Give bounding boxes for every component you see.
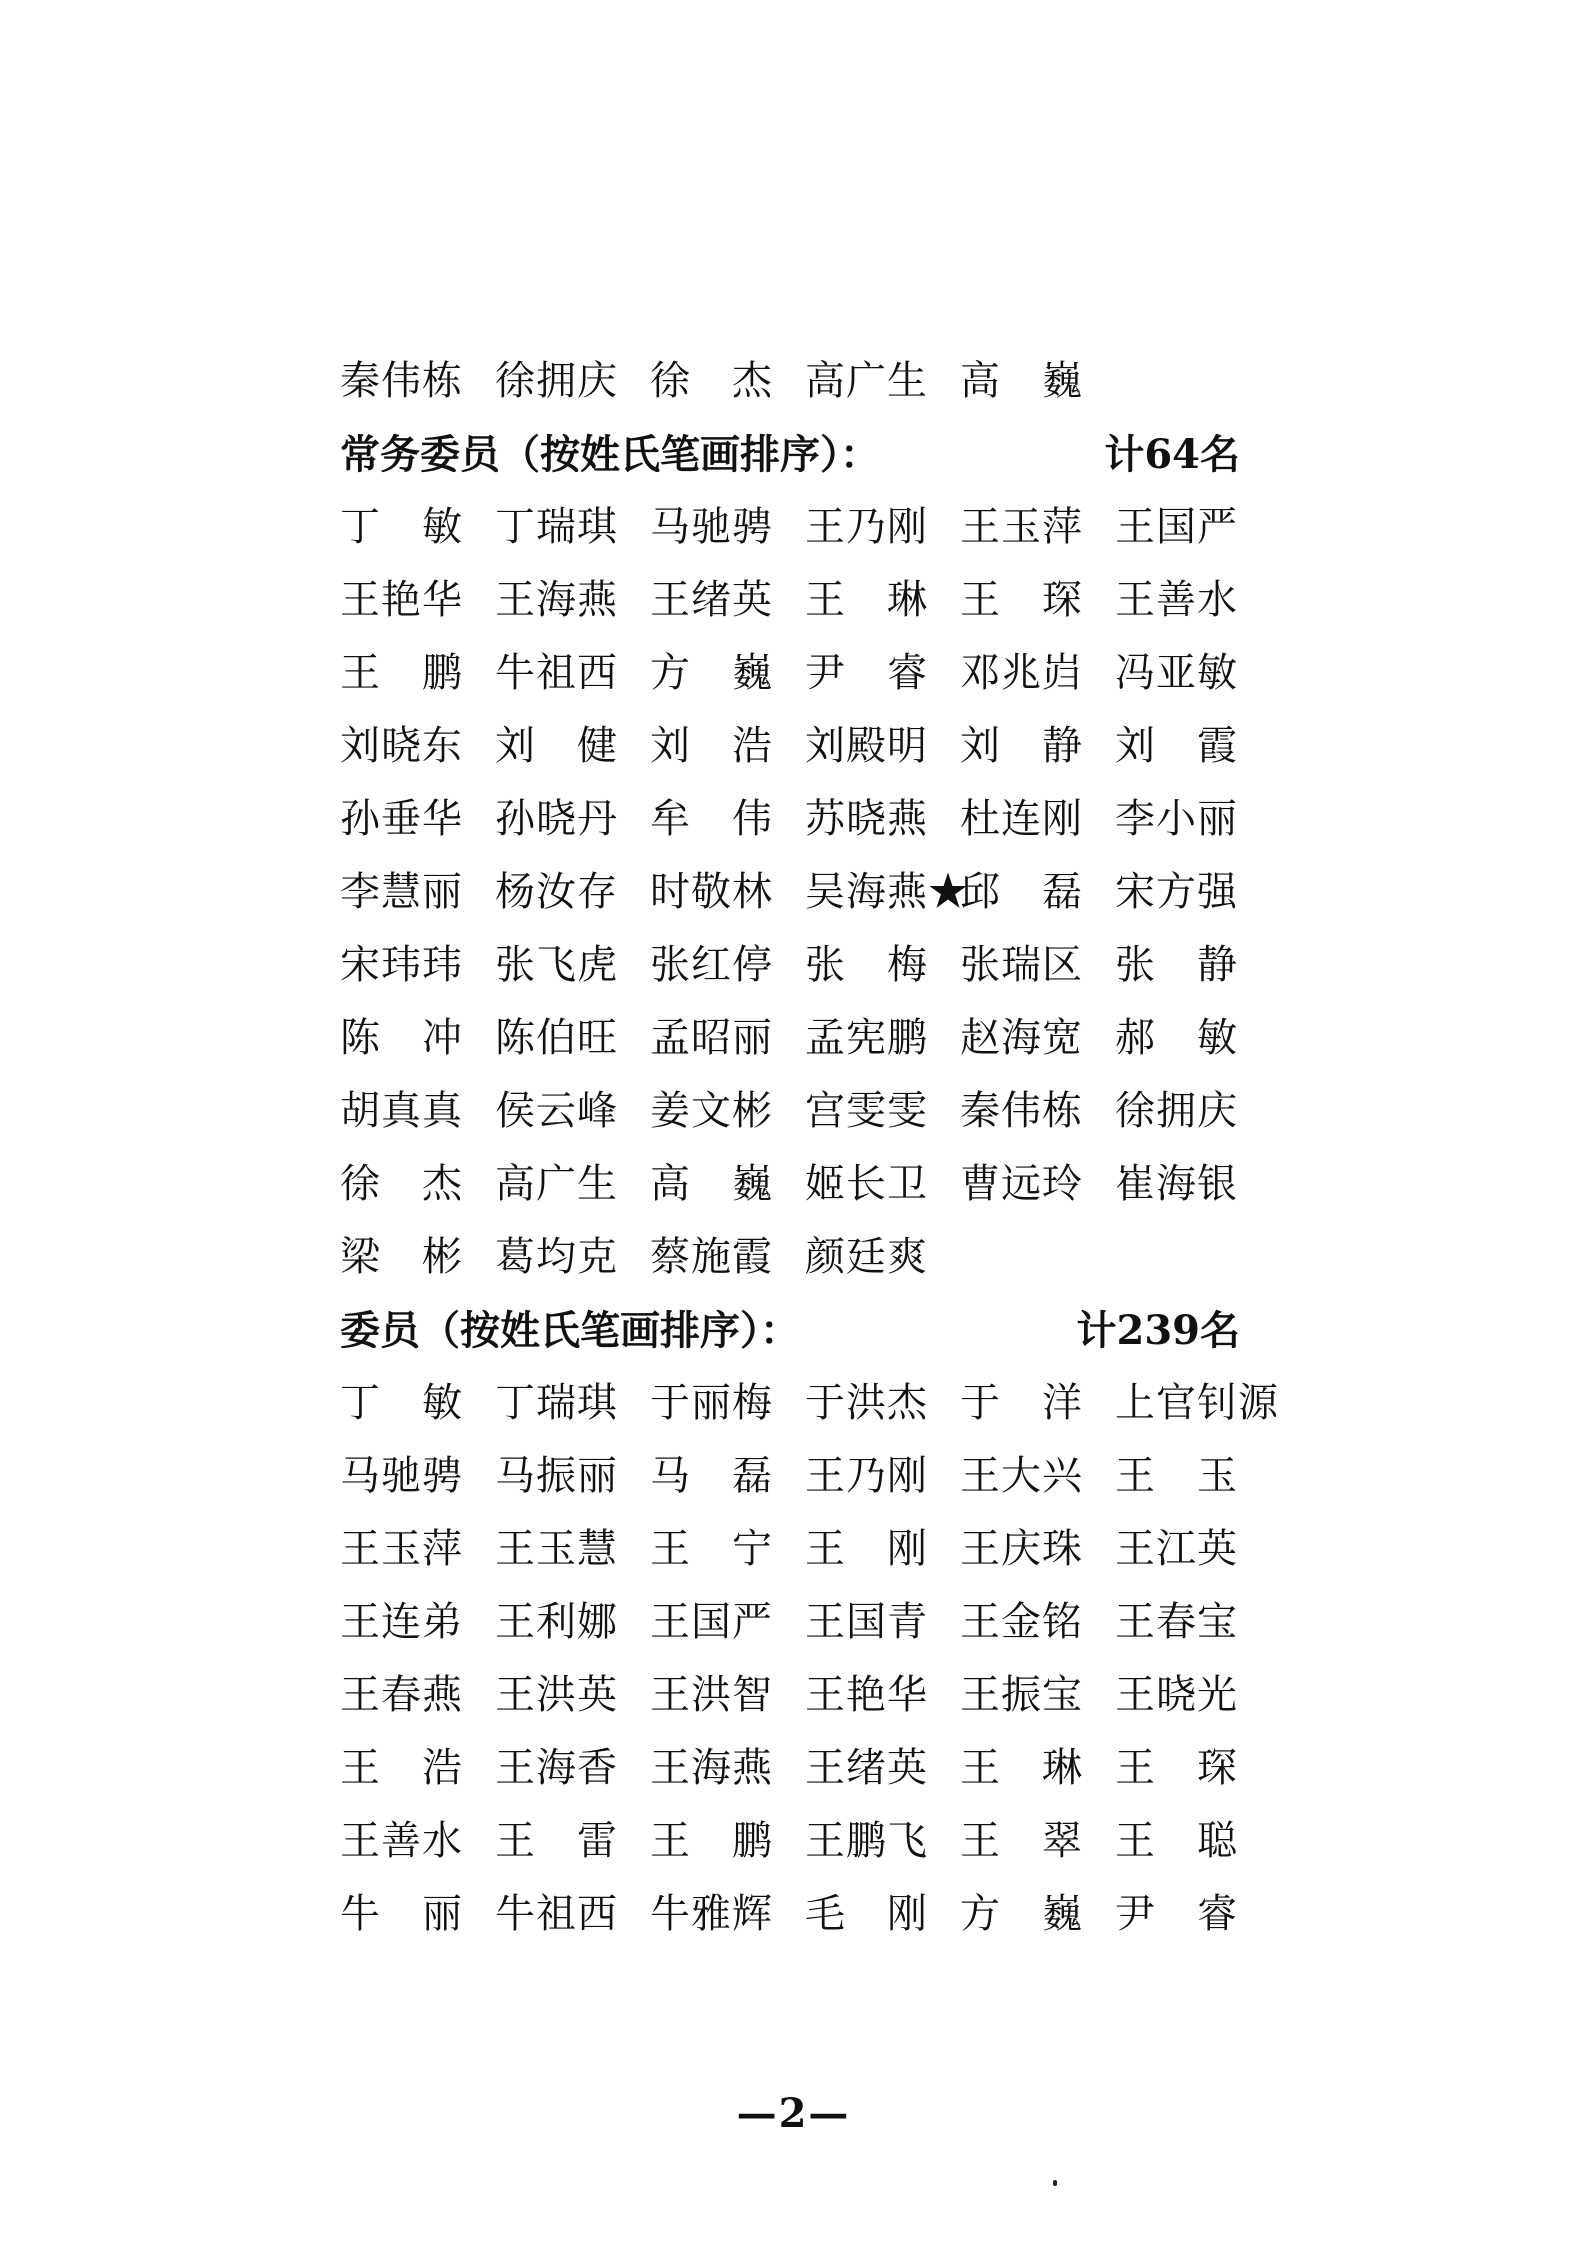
member-name: 马振丽	[495, 1453, 618, 1499]
member-name: 丁瑞琪	[495, 1380, 618, 1426]
member-row	[340, 1586, 1300, 1659]
member-name: 秦伟栋	[340, 358, 463, 404]
member-name: 姬长卫	[805, 1161, 928, 1207]
member-name: 王国青	[805, 1599, 928, 1645]
standing-member-row	[340, 710, 1300, 783]
member-name: 王 宁	[650, 1526, 773, 1572]
member-name: 吴海燕★	[805, 869, 969, 915]
member-name: 王 琳	[805, 577, 928, 623]
standing-member-row	[340, 929, 1300, 1002]
member-name: 姜文彬	[650, 1088, 773, 1134]
member-name: 王绪英	[650, 577, 773, 623]
member-name: 徐拥庆	[495, 358, 618, 404]
member-name: 刘 浩	[650, 723, 773, 769]
member-name: 于丽梅	[650, 1380, 773, 1426]
member-name: 丁瑞琪	[495, 504, 618, 550]
member-name: 王 浩	[340, 1745, 463, 1791]
member-name: 牛雅辉	[650, 1891, 773, 1937]
member-name: 曹远玲	[960, 1161, 1083, 1207]
section-count: 计64名	[1104, 431, 1240, 478]
section-label: 常务委员（按姓氏笔画排序）：	[340, 431, 880, 478]
member-row	[340, 1367, 1300, 1440]
member-name: 王庆珠	[960, 1526, 1083, 1572]
member-name: 张 静	[1115, 942, 1238, 988]
member-name: 宋玮玮	[340, 942, 463, 988]
continuation-row	[340, 345, 1300, 418]
page-number: —2—	[736, 2090, 851, 2137]
member-name: 王艳华	[340, 577, 463, 623]
member-name: 郝 敏	[1115, 1015, 1238, 1061]
member-name: 王善水	[340, 1818, 463, 1864]
standing-member-row	[340, 783, 1300, 856]
standing-member-row	[340, 637, 1300, 710]
member-name: 马驰骋	[340, 1453, 463, 1499]
member-name: 王利娜	[495, 1599, 618, 1645]
member-name: 王玉慧	[495, 1526, 618, 1572]
member-name: 王晓光	[1115, 1672, 1238, 1718]
member-name: 苏晓燕	[805, 796, 928, 842]
member-name: 王玉萍	[340, 1526, 463, 1572]
member-name: 王 刚	[805, 1526, 928, 1572]
member-name: 王 聪	[1115, 1818, 1238, 1864]
member-name: 高 巍	[650, 1161, 773, 1207]
member-name: 冯亚敏	[1115, 650, 1238, 696]
member-name: 徐拥庆	[1115, 1088, 1238, 1134]
member-name: 方 巍	[650, 650, 773, 696]
member-name: 陈伯旺	[495, 1015, 618, 1061]
member-name: 王 琛	[1115, 1745, 1238, 1791]
member-name: 王洪智	[650, 1672, 773, 1718]
standing-member-row	[340, 1221, 1300, 1294]
member-name: 尹 睿	[805, 650, 928, 696]
member-name: 高 巍	[960, 358, 1083, 404]
member-name: 王 翠	[960, 1818, 1083, 1864]
member-name: 马 磊	[650, 1453, 773, 1499]
member-name: 于 洋	[960, 1380, 1083, 1426]
member-name: 邓兆岿	[960, 650, 1083, 696]
member-name: 王玉萍	[960, 504, 1083, 550]
section-count: 计239名	[1076, 1307, 1240, 1354]
member-name: 刘 静	[960, 723, 1083, 769]
member-name: 王艳华	[805, 1672, 928, 1718]
member-name: 孟宪鹏	[805, 1015, 928, 1061]
member-name: 赵海宽	[960, 1015, 1083, 1061]
member-row	[340, 1659, 1300, 1732]
member-name: 梁 彬	[340, 1234, 463, 1280]
member-name: 王江英	[1115, 1526, 1238, 1572]
member-name: 牛祖西	[495, 1891, 618, 1937]
member-name: 王振宝	[960, 1672, 1083, 1718]
standing-member-row	[340, 564, 1300, 637]
member-name: 牛 丽	[340, 1891, 463, 1937]
section-label: 委员（按姓氏笔画排序）：	[340, 1307, 800, 1354]
member-name: 刘晓东	[340, 723, 463, 769]
members-heading	[340, 1294, 1300, 1367]
member-name: 王国严	[650, 1599, 773, 1645]
member-name: 王乃刚	[805, 504, 928, 550]
member-name: 王 雷	[495, 1818, 618, 1864]
member-name: 方 巍	[960, 1891, 1083, 1937]
member-name: 王 鹏	[340, 650, 463, 696]
member-name: 毛 刚	[805, 1891, 928, 1937]
member-name: 高广生	[805, 358, 928, 404]
standing-member-row	[340, 856, 1300, 929]
member-name: 杨汝存	[495, 869, 618, 915]
member-name: 王连弟	[340, 1599, 463, 1645]
member-name: 徐 杰	[340, 1161, 463, 1207]
member-row	[340, 1440, 1300, 1513]
member-name: 刘殿明	[805, 723, 928, 769]
standing-member-row	[340, 1002, 1300, 1075]
member-name: 宋方强	[1115, 869, 1238, 915]
member-name: 上官钊源	[1115, 1380, 1279, 1426]
standing-member-row	[340, 1148, 1300, 1221]
member-name: 牛祖西	[495, 650, 618, 696]
member-name: 王海燕	[495, 577, 618, 623]
member-name: 高广生	[495, 1161, 618, 1207]
member-name: 颜廷爽	[805, 1234, 928, 1280]
member-name: 尹 睿	[1115, 1891, 1238, 1937]
member-name: 秦伟栋	[960, 1088, 1083, 1134]
member-name: 刘 霞	[1115, 723, 1238, 769]
standing-member-row	[340, 1075, 1300, 1148]
member-name: 王春燕	[340, 1672, 463, 1718]
member-name: 孙垂华	[340, 796, 463, 842]
member-name: 丁 敏	[340, 504, 463, 550]
scan-speck	[1053, 2180, 1057, 2186]
member-name: 葛均克	[495, 1234, 618, 1280]
member-name: 于洪杰	[805, 1380, 928, 1426]
member-name: 陈 冲	[340, 1015, 463, 1061]
member-name: 崔海银	[1115, 1161, 1238, 1207]
member-name: 牟 伟	[650, 796, 773, 842]
standing-members-heading	[340, 418, 1300, 491]
member-name: 张瑞区	[960, 942, 1083, 988]
member-name: 王洪英	[495, 1672, 618, 1718]
member-name: 王 鹏	[650, 1818, 773, 1864]
member-name: 王乃刚	[805, 1453, 928, 1499]
member-name: 王鹏飞	[805, 1818, 928, 1864]
member-name: 李小丽	[1115, 796, 1238, 842]
member-name: 王大兴	[960, 1453, 1083, 1499]
member-name: 王绪英	[805, 1745, 928, 1791]
member-name: 时敬林	[650, 869, 773, 915]
member-name: 王善水	[1115, 577, 1238, 623]
member-name: 王海燕	[650, 1745, 773, 1791]
member-list	[340, 345, 1300, 1951]
member-name: 李慧丽	[340, 869, 463, 915]
member-name: 王春宝	[1115, 1599, 1238, 1645]
member-name: 徐 杰	[650, 358, 773, 404]
member-name: 王 琛	[960, 577, 1083, 623]
member-row	[340, 1732, 1300, 1805]
member-name: 张红停	[650, 942, 773, 988]
member-row	[340, 1805, 1300, 1878]
member-name: 刘 健	[495, 723, 618, 769]
member-name: 胡真真	[340, 1088, 463, 1134]
member-name: 丁 敏	[340, 1380, 463, 1426]
member-name: 杜连刚	[960, 796, 1083, 842]
member-name: 张飞虎	[495, 942, 618, 988]
member-name: 蔡施霞	[650, 1234, 773, 1280]
member-name: 王国严	[1115, 504, 1238, 550]
member-name: 王金铭	[960, 1599, 1083, 1645]
member-name: 邱 磊	[960, 869, 1083, 915]
standing-member-row	[340, 491, 1300, 564]
member-name: 张 梅	[805, 942, 928, 988]
member-row	[340, 1513, 1300, 1586]
member-name: 马驰骋	[650, 504, 773, 550]
member-name: 孙晓丹	[495, 796, 618, 842]
member-name: 侯云峰	[495, 1088, 618, 1134]
member-name: 宫雯雯	[805, 1088, 928, 1134]
member-row	[340, 1878, 1300, 1951]
member-name: 孟昭丽	[650, 1015, 773, 1061]
member-name: 王海香	[495, 1745, 618, 1791]
member-name: 王 琳	[960, 1745, 1083, 1791]
member-name: 王 玉	[1115, 1453, 1238, 1499]
